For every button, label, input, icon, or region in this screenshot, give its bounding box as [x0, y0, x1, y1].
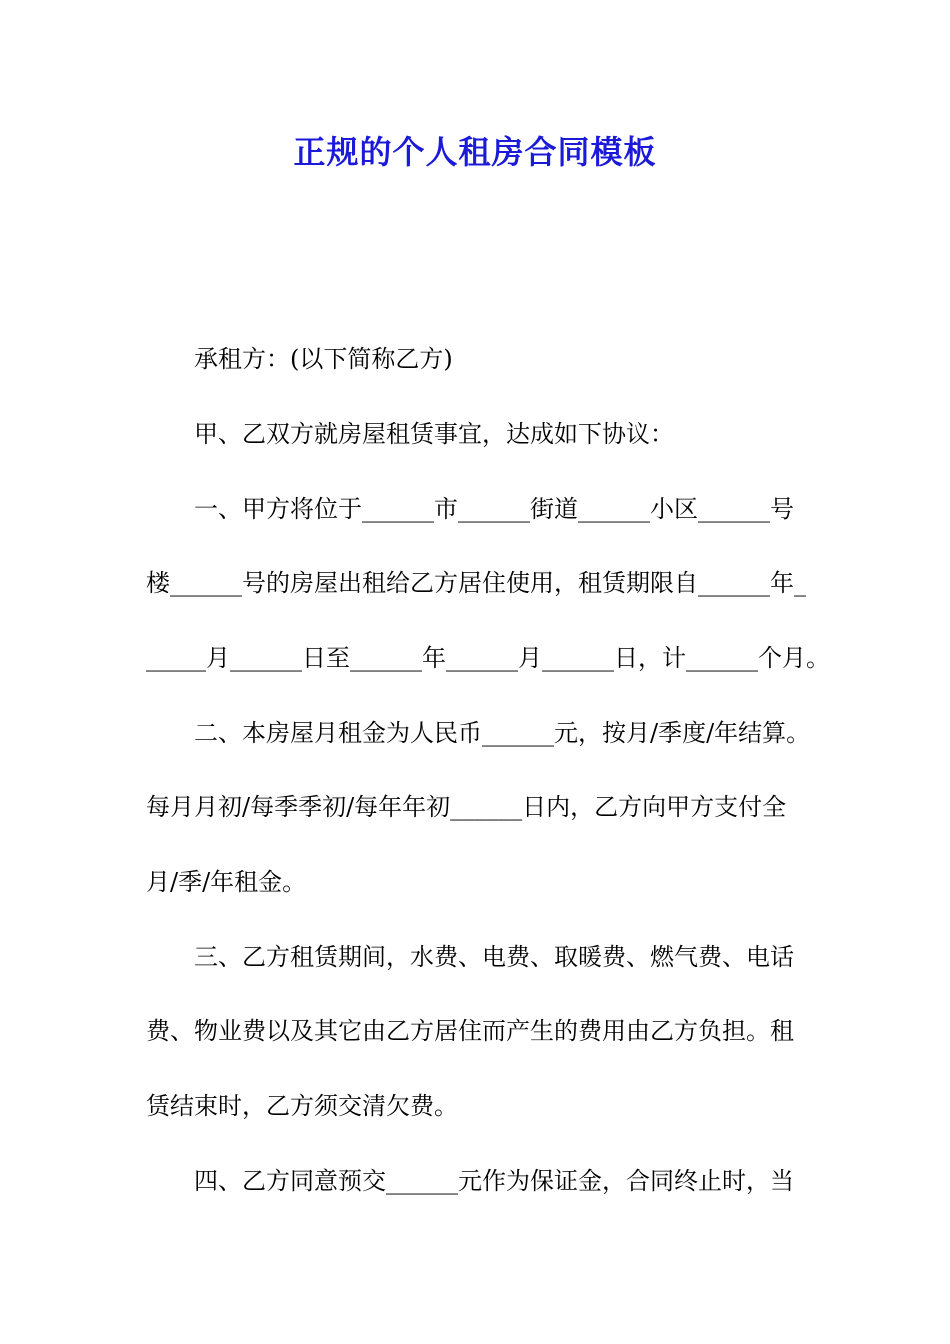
paragraph-line: 承租方：(以下简称乙方) — [194, 345, 453, 373]
paragraph-line: 二、本房屋月租金为人民币______元，按月/季度/年结算。 — [194, 719, 811, 747]
paragraph-line: _____月______日至______年______月______日，计______个月。 — [146, 644, 830, 672]
paragraph-line: 甲、乙双方就房屋租赁事宜，达成如下协议： — [194, 420, 674, 448]
paragraph-line: 每月月初/每季季初/每年年初______日内，乙方向甲方支付全 — [146, 793, 787, 821]
paragraph-line: 费、物业费以及其它由乙方居住而产生的费用由乙方负担。租 — [146, 1017, 794, 1045]
paragraph-line: 一、甲方将位于______市______街道______小区______号 — [194, 495, 794, 523]
paragraph-line: 楼______号的房屋出租给乙方居住使用，租赁期限自______年_ — [146, 569, 806, 597]
paragraph-line: 四、乙方同意预交______元作为保证金，合同终止时，当 — [194, 1167, 794, 1195]
document-title: 正规的个人租房合同模板 — [293, 133, 657, 171]
paragraph-line: 三、乙方租赁期间，水费、电费、取暖费、燃气费、电话 — [194, 943, 794, 971]
paragraph-line: 月/季/年租金。 — [146, 868, 307, 896]
paragraph-line: 赁结束时，乙方须交清欠费。 — [146, 1092, 458, 1120]
